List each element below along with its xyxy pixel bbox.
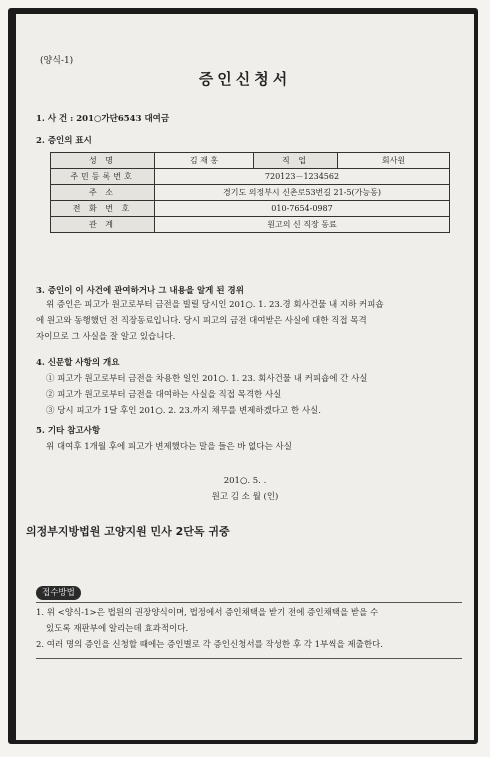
submission-line: 있도록 재판부에 알리는데 효과적이다. <box>46 624 189 634</box>
submission-line: 1. 위 <양식-1>은 법원의 권장양식이며, 법정에서 증인채택을 받기 전에 증인채택을 받을 수 <box>36 608 379 618</box>
form-label: (양식-1) <box>40 56 74 66</box>
job-label: 직 업 <box>254 153 338 169</box>
phone-value: 010-7654-0987 <box>155 201 450 217</box>
id-label: 주민등록번호 <box>51 169 155 185</box>
address-value: 경기도 의정부시 신촌로53번길 21-5(가능동) <box>155 185 450 201</box>
submission-badge: 접수방법 <box>36 586 81 600</box>
address-label: 주 소 <box>51 185 155 201</box>
signoff-signer: 원고 김 소 월 (인) <box>211 492 279 502</box>
table-row <box>51 217 450 233</box>
document-title: 증인신청서 <box>198 70 292 88</box>
section4-item: ① 피고가 원고로부터 금전을 차용한 일인 201○. 1. 23. 회사건물 내 커피숍에 간 사실 <box>46 374 368 384</box>
table-row <box>51 201 450 217</box>
section3-line: 위 증인은 피고가 원고로부터 금전을 빌릴 당시인 201○. 1. 23.경 회사건물 내 지하 커피숍 <box>46 300 384 310</box>
section4-item: ② 피고가 원고로부터 금전을 대여하는 사실을 직접 목격한 사실 <box>46 390 282 400</box>
table-row <box>51 153 450 169</box>
divider <box>36 658 462 659</box>
section5-line: 위 대여후 1개월 후에 피고가 변제했다는 말을 들은 바 없다는 사실 <box>46 442 292 452</box>
section5-heading: 5. 기타 참고사항 <box>36 426 101 436</box>
phone-label: 전 화 번 호 <box>51 201 155 217</box>
name-value: 김 재 홍 <box>155 153 254 169</box>
job-value: 회사원 <box>338 153 450 169</box>
document-page <box>16 14 474 740</box>
relation-label: 관 계 <box>51 217 155 233</box>
divider <box>36 602 462 603</box>
court-name: 의정부지방법원 고양지원 민사 2단독 귀중 <box>26 525 230 538</box>
witness-heading: 2. 증인의 표시 <box>36 136 92 146</box>
section3-line: 자이므로 그 사실을 잘 알고 있습니다. <box>36 332 176 342</box>
table-row <box>51 169 450 185</box>
signoff-date: 201○. 5. . <box>223 476 267 486</box>
name-label: 성 명 <box>51 153 155 169</box>
section4-heading: 4. 신문할 사항의 개요 <box>36 358 120 368</box>
witness-table <box>50 152 450 233</box>
section3-heading: 3. 증인이 이 사건에 관여하거나 그 내용을 알게 된 경위 <box>36 286 244 296</box>
relation-value: 원고의 신 직장 동료 <box>155 217 450 233</box>
table-row <box>51 185 450 201</box>
submission-line: 2. 여러 명의 증인을 신청할 때에는 증인별로 각 증인신청서를 작성한 후 각 1부씩을 제출한다. <box>36 640 383 650</box>
section3-line: 에 원고와 동행했던 전 직장동료입니다. 당시 피고의 금전 대여받은 사실에 대한 직접 목격 <box>36 316 367 326</box>
id-value: 720123－1234562 <box>155 169 450 185</box>
case-heading: 1. 사 건 : 201○가단6543 대여금 <box>36 114 170 124</box>
section4-item: ③ 당시 피고가 1달 후인 201○. 2. 23.까지 채무를 변제하겠다고 한 사실. <box>46 406 321 416</box>
